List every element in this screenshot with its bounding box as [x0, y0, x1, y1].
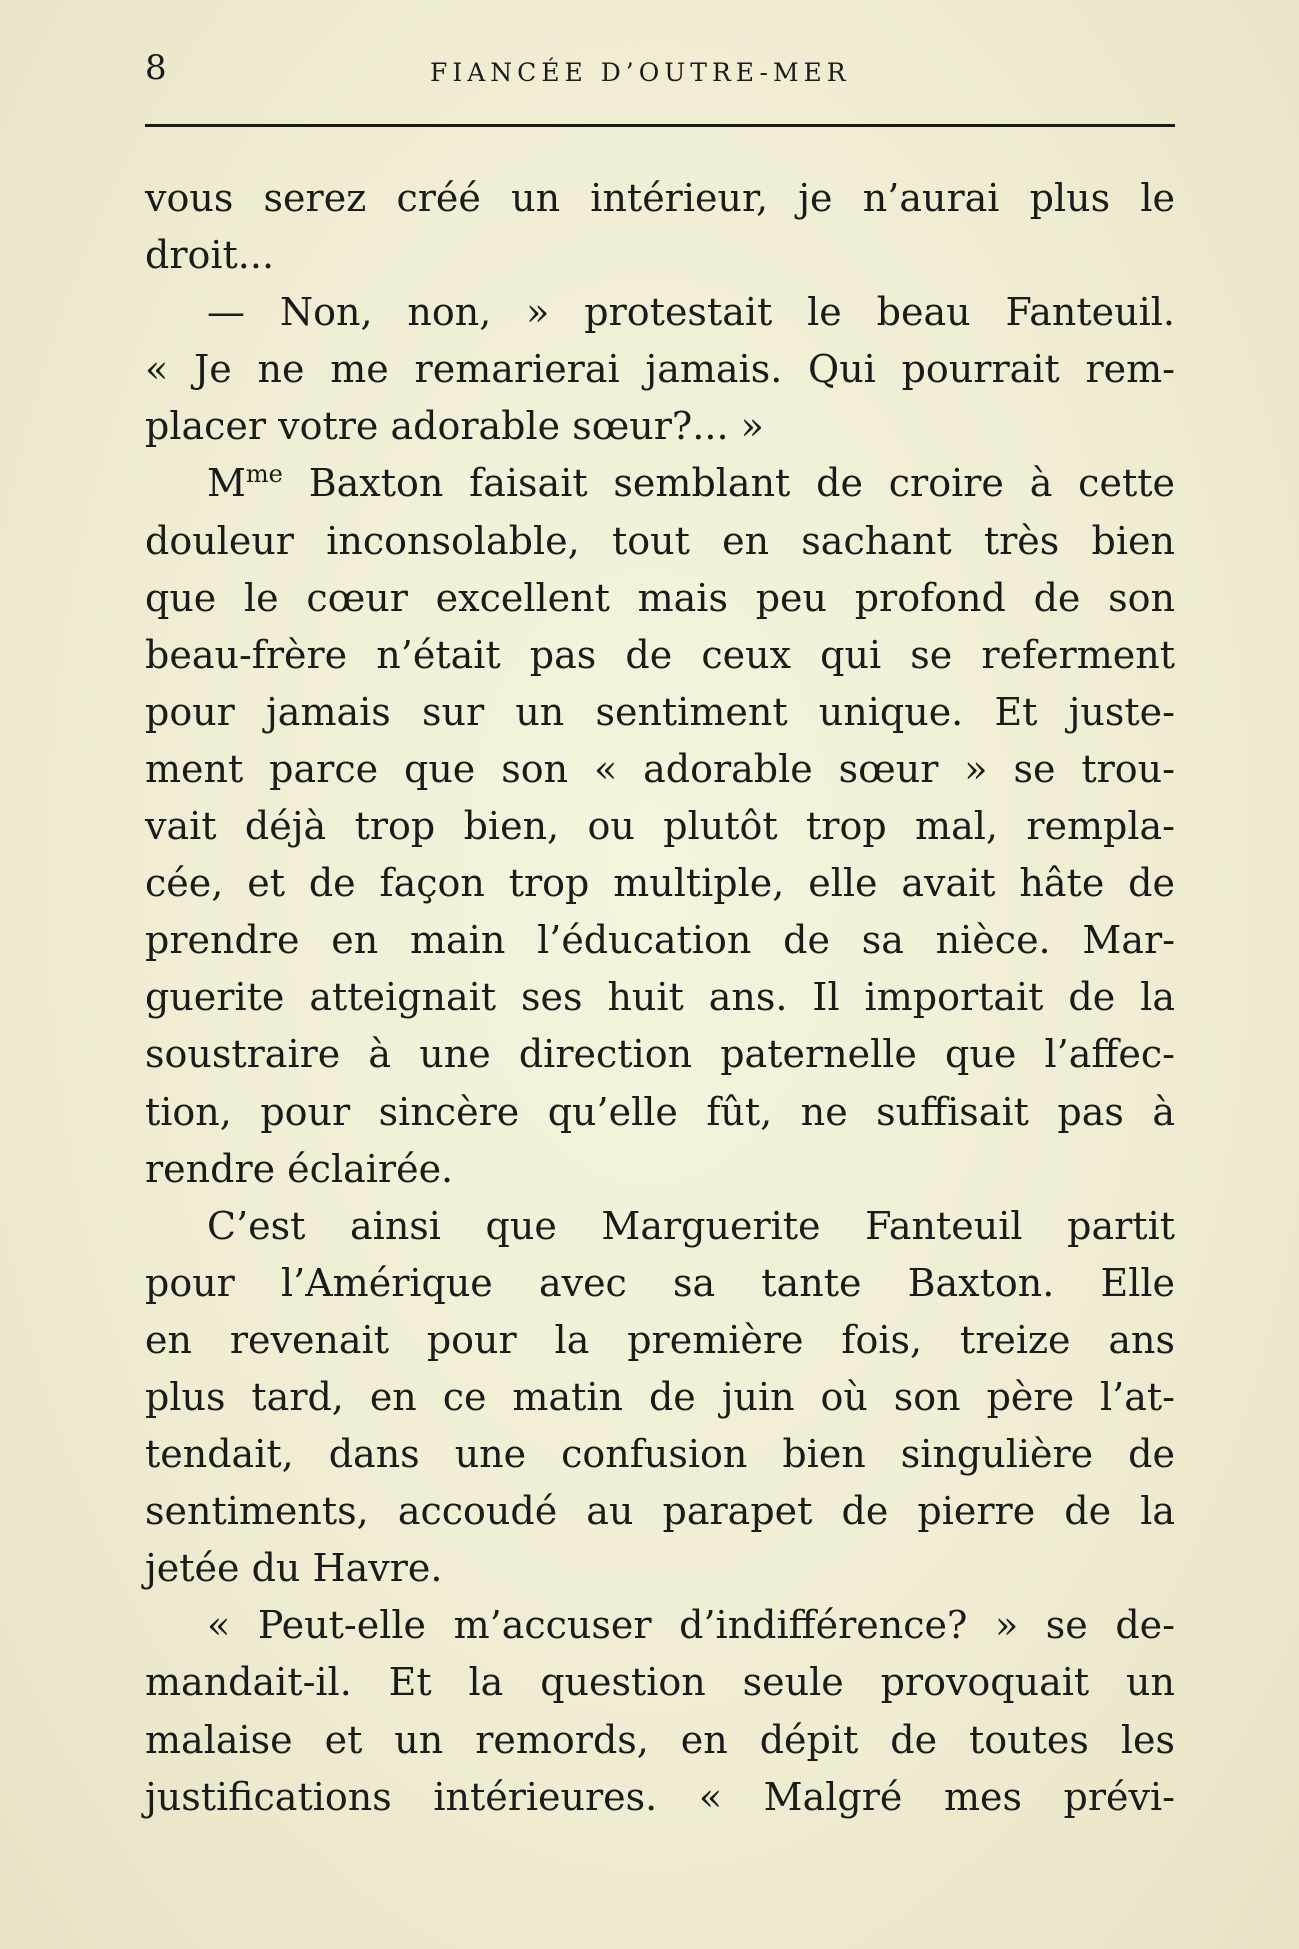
- text-line: en revenait pour la première fois, treize ans: [145, 1317, 1175, 1362]
- text-line: C’est ainsi que Marguerite Fanteuil partit: [207, 1203, 1175, 1248]
- page-number: 8: [145, 48, 167, 88]
- text-line: justifications intérieures. « Malgré mes prévi-: [145, 1774, 1175, 1819]
- text-line: mandait-il. Et la question seule provoquait un: [145, 1660, 1175, 1705]
- honorific: $M^{me}$: [207, 460, 283, 506]
- running-title: FIANCÉE D’OUTRE-MER: [430, 58, 851, 87]
- text-line: beau-frère n’était pas de ceux qui se referment: [145, 632, 1175, 677]
- text-line: prendre en main l’éducation de sa nièce. Mar-: [145, 918, 1175, 963]
- text-line: — Non, non, » protestait le beau Fanteuil.: [207, 290, 1175, 335]
- text-line: droit...: [145, 233, 275, 278]
- text-line: vait déjà trop bien, ou plutôt trop mal, rempla-: [145, 804, 1175, 849]
- text-line: tendait, dans une confusion bien singulière de: [145, 1432, 1175, 1477]
- text-line: malaise et un remords, en dépit de toutes les: [145, 1717, 1175, 1762]
- text-line-honorific: $M^{me}$ Baxton faisait semblant de croire à cette: [207, 460, 1175, 506]
- text-line: pour jamais sur un sentiment unique. Et juste-: [145, 689, 1175, 734]
- text-line: guerite atteignait ses huit ans. Il importait de la: [145, 975, 1175, 1020]
- page-header: [145, 40, 1175, 90]
- text-line: placer votre adorable sœur?... »: [145, 404, 764, 449]
- body-text: [145, 170, 1175, 1826]
- text-line: douleur inconsolable, tout en sachant très bien: [145, 518, 1175, 563]
- text-line: tion, pour sincère qu’elle fût, ne suffisait pas à: [145, 1089, 1175, 1134]
- text-line: cée, et de façon trop multiple, elle avait hâte de: [145, 861, 1175, 906]
- text-line: jetée du Havre.: [145, 1546, 443, 1591]
- text-line: plus tard, en ce matin de juin où son père l’at-: [145, 1374, 1175, 1419]
- text-line: rendre éclairée.: [145, 1146, 454, 1191]
- text-line: sentiments, accoudé au parapet de pierre de la: [145, 1489, 1175, 1534]
- text-line: vous serez créé un intérieur, je n’aurai plus le: [145, 176, 1175, 220]
- text-line: soustraire à une direction paternelle que l’affec-: [145, 1032, 1175, 1077]
- text-line: « Je ne me remarierai jamais. Qui pourrait rem-: [145, 347, 1175, 392]
- text-line: ment parce que son « adorable sœur » se trou-: [145, 746, 1175, 791]
- text-line: « Peut-elle m’accuser d’indifférence? » se de-: [207, 1603, 1175, 1648]
- header-rule: [145, 124, 1175, 127]
- text-line: que le cœur excellent mais peu profond de son: [145, 575, 1175, 620]
- text-line: pour l’Amérique avec sa tante Baxton. Elle: [145, 1260, 1175, 1305]
